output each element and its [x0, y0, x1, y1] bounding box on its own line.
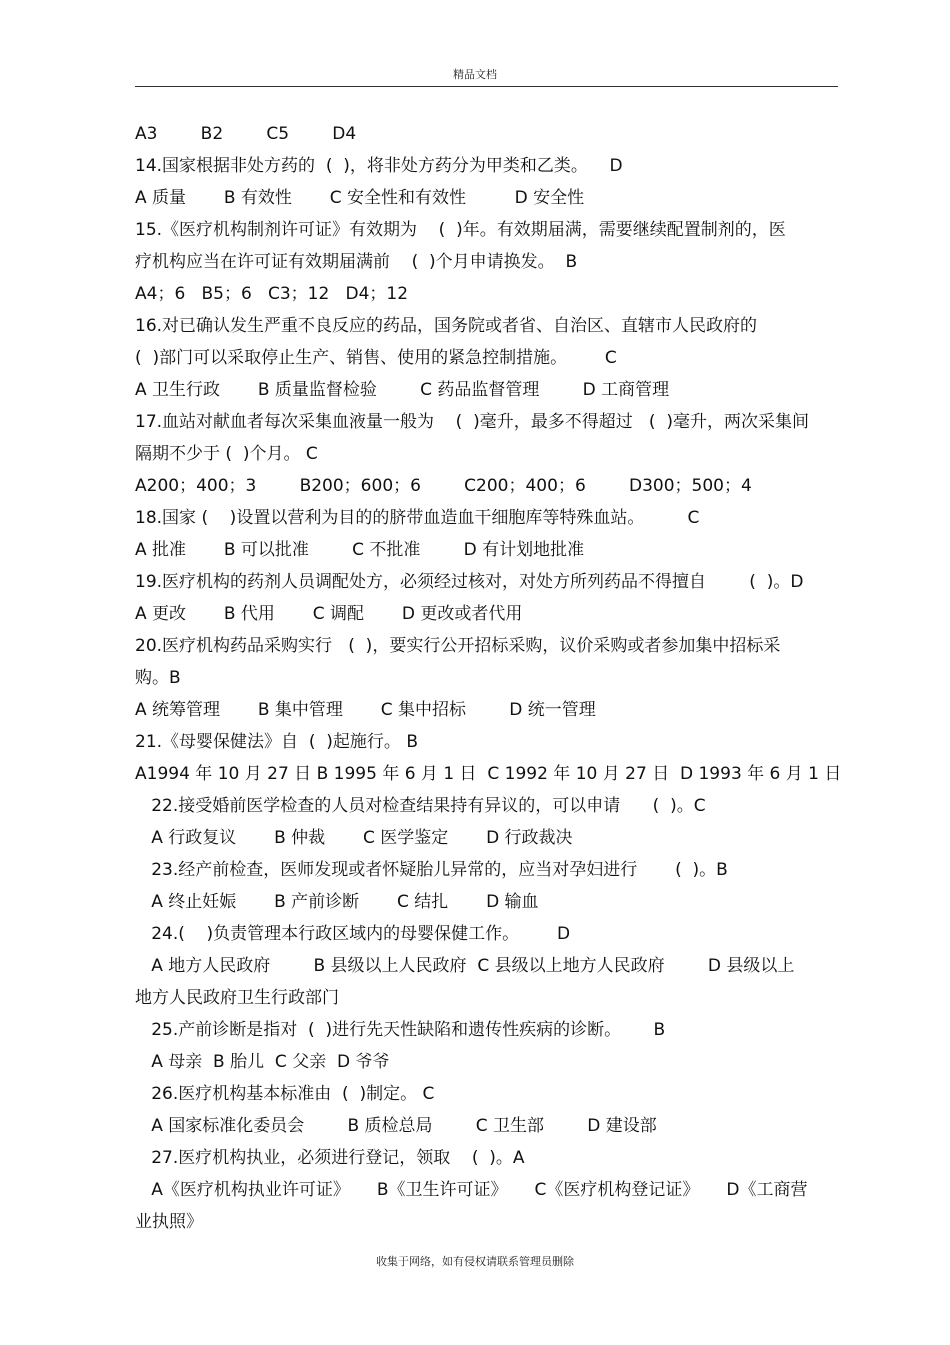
text-line: 23.经产前检查，医师发现或者怀疑胎儿异常的，应当对孕妇进行 ( )。B — [135, 860, 728, 880]
text-line: A 母亲 B 胎儿 C 父亲 D 爷爷 — [135, 1052, 390, 1072]
text-line: 21.《母婴保健法》自 ( )起施行。 B — [135, 732, 418, 752]
text-line: 27.医疗机构执业，必须进行登记，领取 ( )。A — [135, 1148, 525, 1168]
text-line: A 质量 B 有效性 C 安全性和有效性 D 安全性 — [135, 188, 585, 208]
text-line: A 地方人民政府 B 县级以上人民政府 C 县级以上地方人民政府 D 县级以上 — [135, 956, 795, 976]
text-line: A3 B2 C5 D4 — [135, 124, 357, 144]
text-line: 地方人民政府卫生行政部门 — [135, 988, 339, 1008]
text-line: 15.《医疗机构制剂许可证》有效期为 ( )年。有效期届满，需要继续配置制剂的，医 — [135, 220, 786, 240]
page-header: 精品文档 — [453, 68, 497, 81]
text-line: 17.血站对献血者每次采集血液量一般为 ( )毫升，最多不得超过 ( )毫升，两次采集间 — [135, 412, 810, 432]
text-line: A4；6 B5；6 C3；12 D4；12 — [135, 284, 409, 304]
text-line: 16.对已确认发生严重不良反应的药品，国务院或者省、自治区、直辖市人民政府的 — [135, 316, 758, 336]
text-line: A 卫生行政 B 质量监督检验 C 药品监督管理 D 工商管理 — [135, 380, 670, 400]
text-line: 20.医疗机构药品采购实行 ( )，要实行公开招标采购，议价采购或者参加集中招标采 — [135, 636, 781, 656]
text-line: A 国家标准化委员会 B 质检总局 C 卫生部 D 建设部 — [135, 1116, 657, 1136]
text-line: A200；400；3 B200；600；6 C200；400；6 D300；500；4 — [135, 476, 752, 496]
text-line: 24.( )负责管理本行政区域内的母婴保健工作。 D — [135, 924, 571, 944]
text-line: 25.产前诊断是指对 ( )进行先天性缺陷和遗传性疾病的诊断。 B — [135, 1020, 666, 1040]
text-line: A 批准 B 可以批准 C 不批准 D 有计划地批准 — [135, 540, 585, 560]
text-line: A 行政复议 B 仲裁 C 医学鉴定 D 行政裁决 — [135, 828, 573, 848]
page-footer: 收集于网络，如有侵权请联系管理员删除 — [376, 1255, 574, 1268]
text-line: 18.国家 ( )设置以营利为目的的脐带血造血干细胞库等特殊血站。 C — [135, 508, 700, 528]
text-line: 22.接受婚前医学检查的人员对检查结果持有异议的，可以申请 ( )。C — [135, 796, 706, 816]
text-line: A《医疗机构执业许可证》 B《卫生许可证》 C《医疗机构登记证》 D《工商营 — [135, 1180, 808, 1200]
text-line: 隔期不少于 ( )个月。 C — [135, 444, 318, 464]
text-line: 业执照》 — [135, 1212, 203, 1232]
text-line: A 终止妊娠 B 产前诊断 C 结扎 D 输血 — [135, 892, 539, 912]
text-line: ( )部门可以采取停止生产、销售、使用的紧急控制措施。 C — [135, 348, 617, 368]
text-line: 26.医疗机构基本标准由 ( )制定。 C — [135, 1084, 435, 1104]
text-line: A1994 年 10 月 27 日 B 1995 年 6 月 1 日 C 1992 年 10 月 27 日 D 1993 年 6 月 1 日 — [135, 764, 842, 784]
header-rule — [135, 86, 838, 87]
text-line: A 统筹管理 B 集中管理 C 集中招标 D 统一管理 — [135, 700, 596, 720]
text-line: 14.国家根据非处方药的 ( )，将非处方药分为甲类和乙类。 D — [135, 156, 623, 176]
text-line: 购。B — [135, 668, 181, 688]
text-line: 19.医疗机构的药剂人员调配处方，必须经过核对，对处方所列药品不得擅自 ( )。D — [135, 572, 804, 592]
text-line: A 更改 B 代用 C 调配 D 更改或者代用 — [135, 604, 523, 624]
text-line: 疗机构应当在许可证有效期届满前 ( )个月申请换发。 B — [135, 252, 578, 272]
